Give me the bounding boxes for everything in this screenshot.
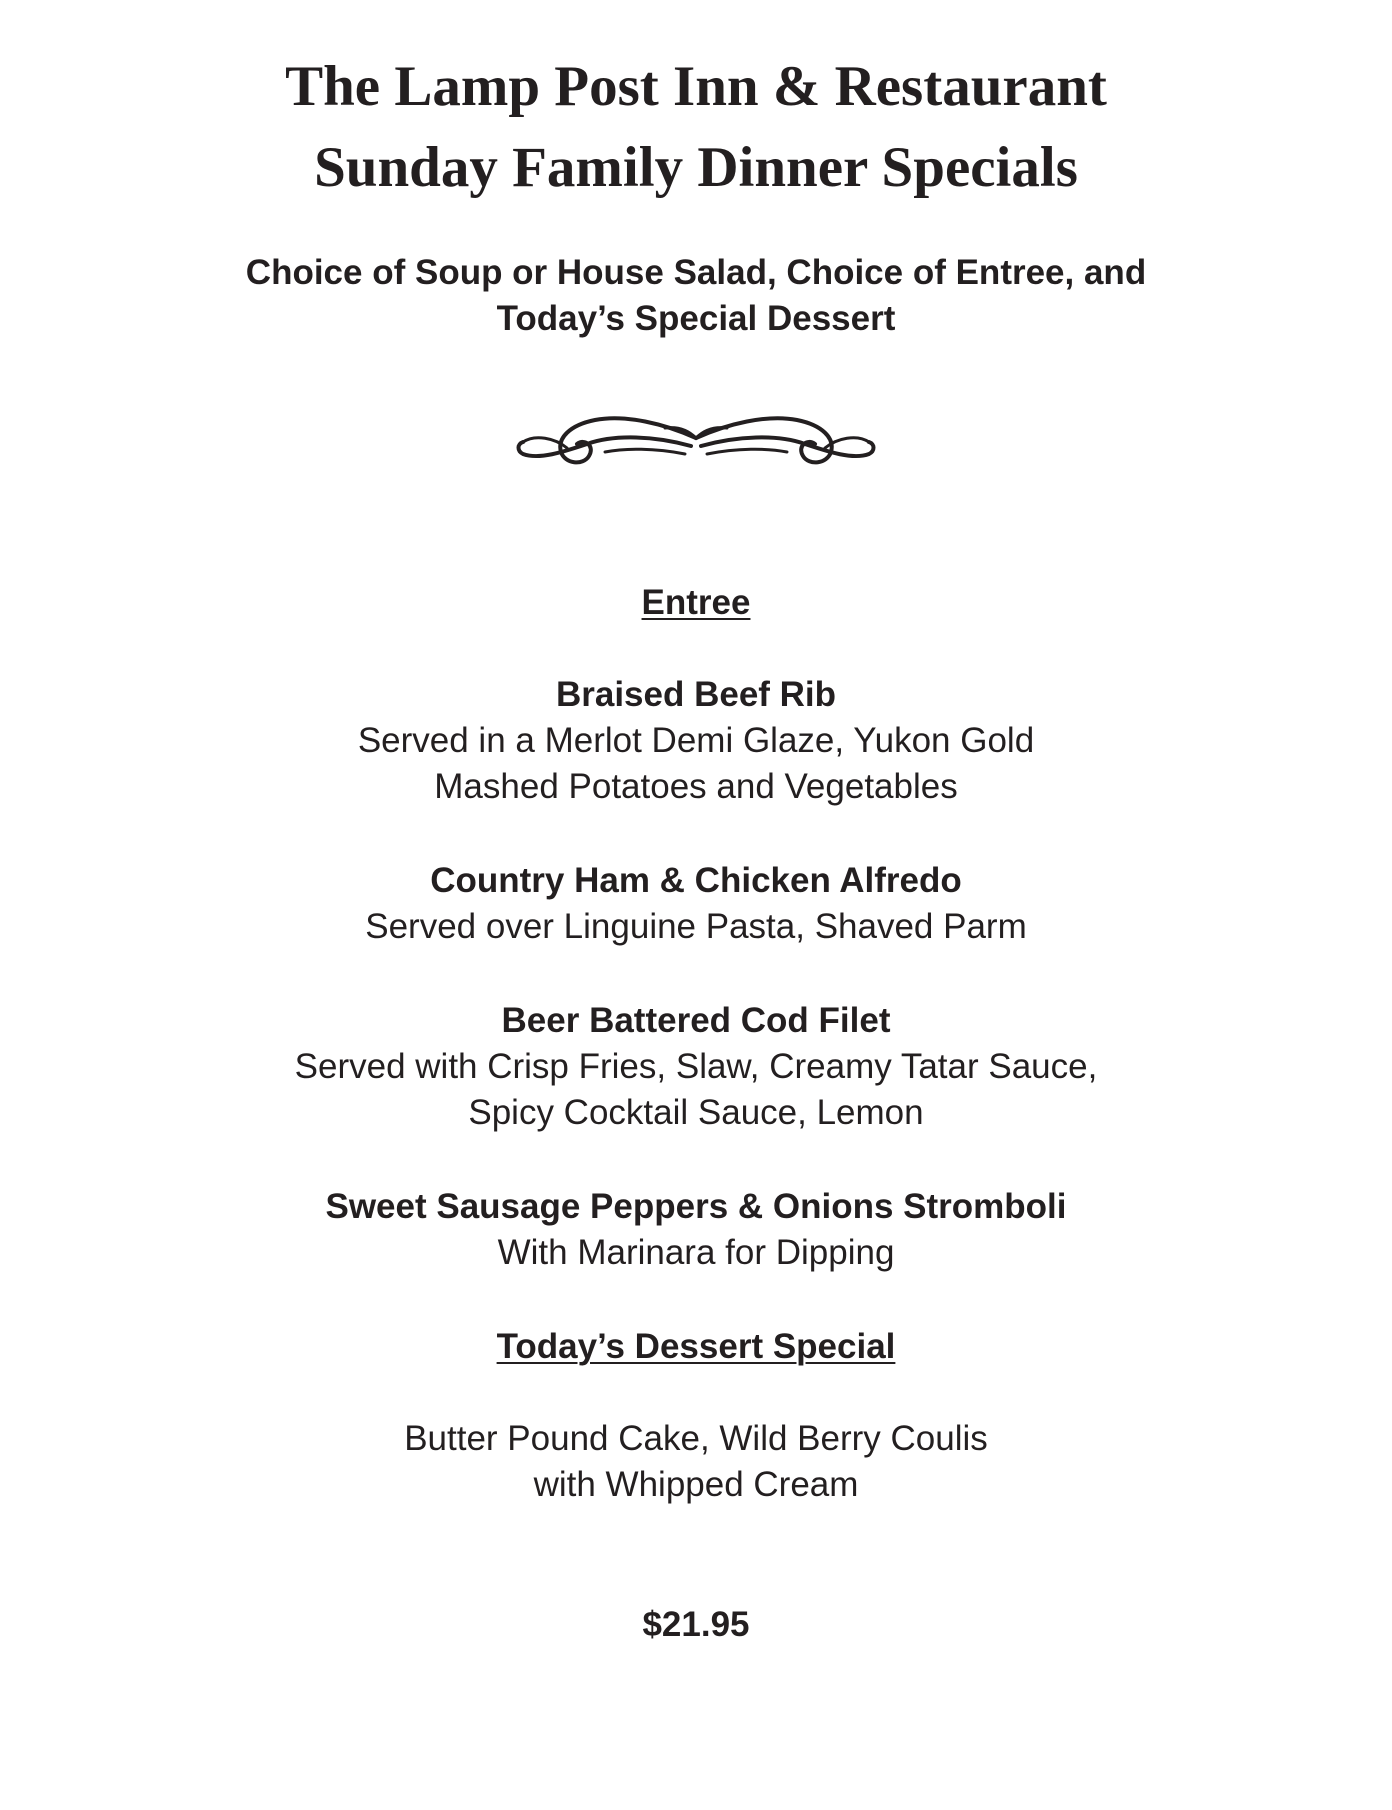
subtitle-line: Choice of Soup or House Salad, Choice of Entree, and <box>245 253 1147 292</box>
menu-item-description: With Marinara for Dipping <box>497 1233 895 1272</box>
restaurant-title: The Lamp Post Inn & Restaurant <box>285 55 1107 118</box>
menu-item-name: Country Ham & Chicken Alfredo <box>430 861 962 900</box>
menu-item-description: Spicy Cocktail Sauce, Lemon <box>468 1093 924 1132</box>
dessert-heading: Today’s Dessert Special <box>496 1327 896 1366</box>
menu-subtitle <box>0 250 1392 342</box>
menu-item-description: Served over Linguine Pasta, Shaved Parm <box>365 907 1027 946</box>
subtitle-line: Today’s Special Dessert <box>496 299 896 338</box>
dessert-description: Butter Pound Cake, Wild Berry Coulis <box>404 1419 988 1458</box>
flourish-divider-icon <box>515 404 877 480</box>
menu-item-name: Sweet Sausage Peppers & Onions Stromboli <box>325 1187 1067 1226</box>
menu-item-description: Served in a Merlot Demi Glaze, Yukon Gold <box>357 721 1035 760</box>
entree-heading: Entree <box>641 583 751 622</box>
dessert-description: with Whipped Cream <box>533 1465 859 1504</box>
menu-title: Sunday Family Dinner Specials <box>314 136 1078 199</box>
menu-item-description: Mashed Potatoes and Vegetables <box>434 767 958 806</box>
menu-item-name: Braised Beef Rib <box>555 675 837 714</box>
menu-item-name: Beer Battered Cod Filet <box>501 1001 891 1040</box>
price: $21.95 <box>642 1605 750 1644</box>
menu-item-description: Served with Crisp Fries, Slaw, Creamy Tatar Sauce, <box>294 1047 1098 1086</box>
